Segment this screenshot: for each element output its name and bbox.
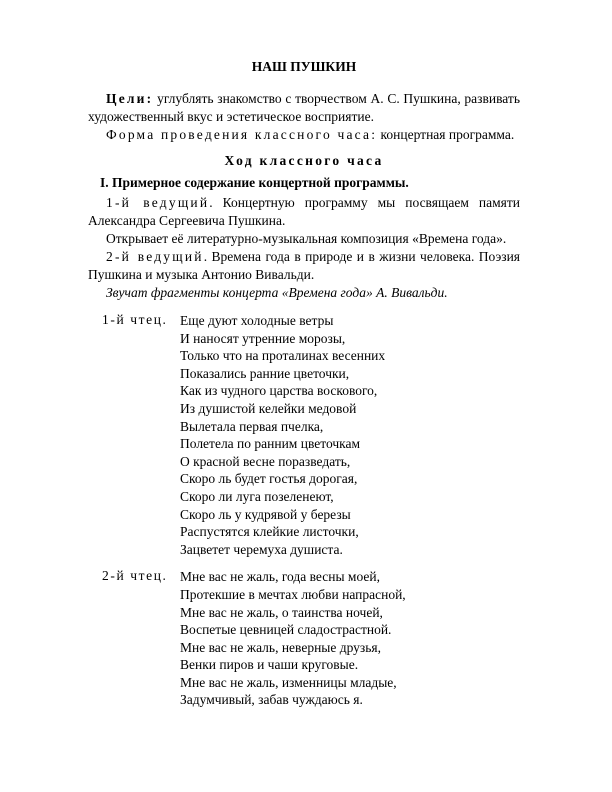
verse-line: Только что на проталинах весенних: [180, 348, 386, 364]
reader1-block: [88, 312, 520, 558]
verse-line: О красной весне поразведать,: [180, 453, 351, 469]
form-paragraph: [88, 126, 520, 144]
verse-line: И наносят утренние морозы,: [180, 330, 346, 346]
music-note: Звучат фрагменты концерта «Времена года» А. Вивальди.: [106, 285, 448, 300]
verse-line: Полетела по ранним цветочкам: [180, 436, 361, 452]
goals-label: Цели:: [106, 91, 154, 106]
host2-paragraph: [88, 248, 520, 284]
verse-line: Еще дуют холодные ветры: [180, 313, 334, 328]
verse-line: Воспетые цевницей сладострастной.: [180, 622, 392, 638]
reader1-label-cell: [88, 312, 180, 558]
host1-text: . Концертную программу мы посвящаем памяти Александра Сергеевича Пушкина.: [88, 195, 521, 228]
verse-line: Венки пиров и чаши круговые.: [180, 657, 359, 673]
reader2-label-cell: [88, 568, 180, 709]
verse-line: Протекшие в мечтах любви напрасной,: [180, 586, 406, 602]
reader2-verse: [180, 568, 520, 709]
verse-line: Распустятся клейкие листочки,: [180, 524, 359, 540]
form-label: Форма проведения классного часа:: [106, 127, 378, 142]
goals-paragraph: [88, 90, 520, 126]
verse-line: Мне вас не жаль, изменницы младые,: [180, 674, 397, 690]
reader1-label: 1-й чтец.: [102, 312, 168, 327]
verse-line: Мне вас не жаль, года весны моей,: [180, 569, 380, 585]
verse-line: Мне вас не жаль, неверные друзья,: [180, 639, 382, 655]
host2-text: . Времена года в природе и в жизни человека. Поэзия Пушкина и музыка Антонио Вивальди.: [88, 249, 521, 282]
program-subheading: I. Примерное содержание концертной программы.: [100, 175, 409, 190]
host2-label: 2-й ведущий: [106, 249, 204, 264]
verse-line: Вылетала первая пчелка,: [180, 418, 324, 434]
verse-line: Скоро ль будет гостья дорогая,: [180, 471, 358, 487]
verse-line: Показались ранние цветочки,: [180, 365, 350, 381]
verse-line: Задумчивый, забав чуждаюсь я.: [180, 692, 363, 708]
page-title: НАШ ПУШКИН: [251, 59, 357, 74]
verse-line: Скоро ли луга позеленеют,: [180, 488, 334, 504]
verse-line: Как из чудного царства воскового,: [180, 383, 378, 399]
form-text: концертная программа.: [377, 127, 515, 142]
verse-line: Из душистой келейки медовой: [180, 400, 357, 416]
verse-line: Мне вас не жаль, о таинства ночей,: [180, 604, 383, 620]
host1-label: 1-й ведущий: [106, 195, 210, 210]
section-title: Ход классного часа: [224, 153, 384, 168]
composition-paragraph: Открывает её литературно-музыкальная композиция «Времена года».: [106, 231, 507, 246]
reader2-label: 2-й чтец.: [102, 568, 168, 584]
verse-line: Скоро ль у кудрявой у березы: [180, 506, 351, 522]
verse-line: Зацветет черемуха душиста.: [180, 541, 343, 557]
document-page: [88, 58, 520, 709]
host1-paragraph: [88, 194, 520, 230]
reader1-verse: [180, 312, 520, 558]
reader2-block: [88, 568, 520, 709]
goals-text: углублять знакомство с творчеством А. С. Пушкина, развивать художественный вкус и эстетическое восприятие.: [88, 91, 520, 124]
